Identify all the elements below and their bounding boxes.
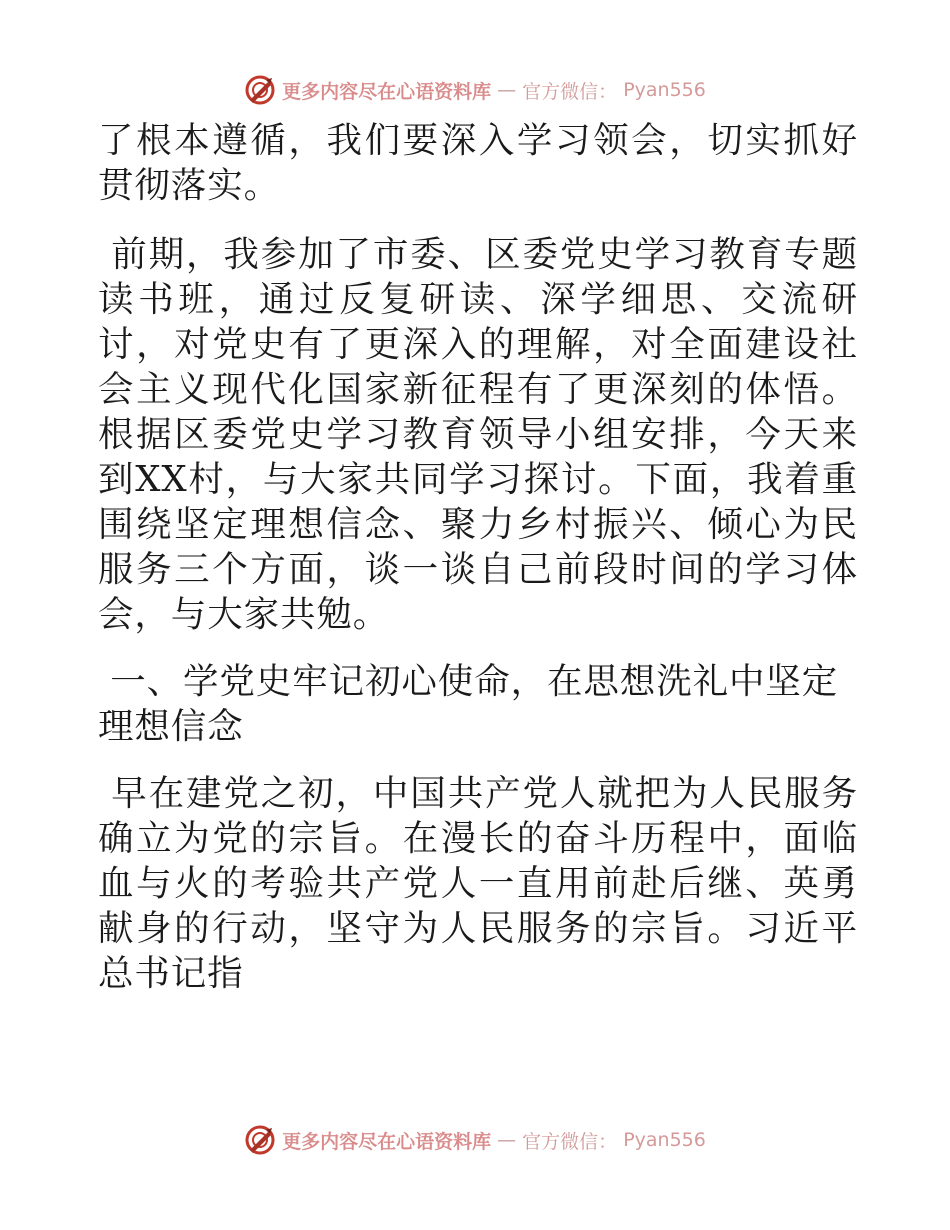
header-banner: [0, 70, 950, 110]
banner-wechat-id: Pyan556: [623, 1129, 706, 1151]
brand-logo-icon: [244, 1124, 276, 1156]
footer-banner: [0, 1120, 950, 1160]
brand-logo-icon: [244, 74, 276, 106]
paragraph-section-1: 早在建党之初，中国共产党人就把为人民服务确立为党的宗旨。在漫长的奋斗历程中，面临血与火的考验共产党人一直用前赴后继、英勇献身的行动，坚守为人民服务的宗旨。习近平总书记指: [98, 773, 858, 994]
paragraph-intro: 前期，我参加了市委、区委党史学习教育专题读书班，通过反复研读、深学细思、交流研讨，对党史有了更深入的理解，对全面建设社会主义现代化国家新征程有了更深刻的体悟。根据区委党史学习教育领导小组安排，今天来到XX村，与大家共同学习探讨。下面，我着重围绕坚定理想信念、聚力乡村振兴、倾心为民服务三个方面，谈一谈自己前段时间的学习体会，与大家共勉。: [98, 234, 858, 635]
document-body: [98, 118, 858, 1018]
banner-wechat-id: Pyan556: [623, 79, 706, 101]
banner-wechat-label: 官方微信：: [522, 1130, 618, 1153]
banner-wechat-label: 官方微信：: [522, 80, 618, 103]
banner-separator: —: [497, 1129, 517, 1151]
banner-brand-text: 更多内容尽在心语资料库: [282, 1130, 492, 1153]
paragraph-continued: 了根本遵循，我们要深入学习领会，切实抓好贯彻落实。: [98, 120, 858, 206]
banner-brand-text: 更多内容尽在心语资料库: [282, 80, 492, 103]
section-heading-1: 一、学党史牢记初心使命，在思想洗礼中坚定理想信念: [98, 661, 839, 747]
banner-separator: —: [497, 79, 517, 101]
